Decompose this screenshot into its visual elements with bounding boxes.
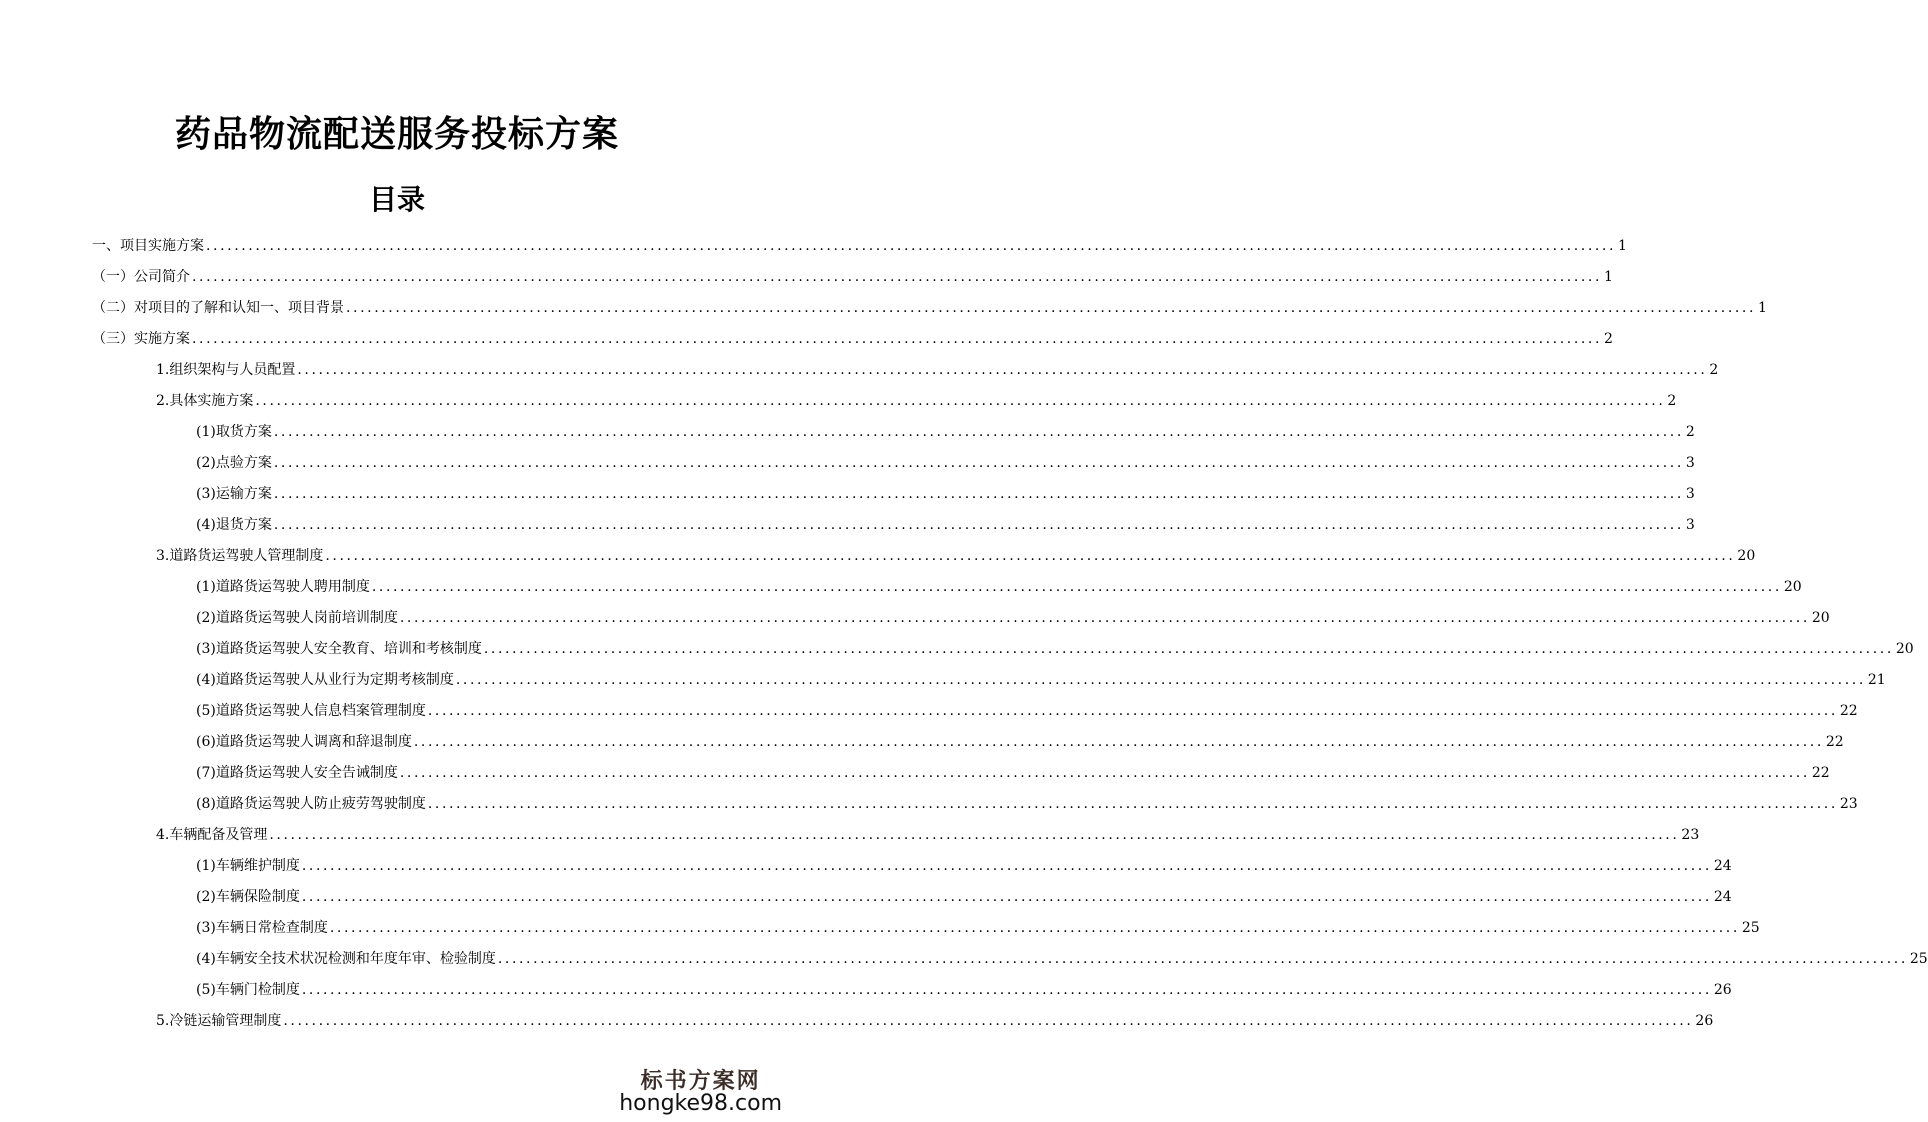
- watermark: [619, 1064, 782, 1116]
- toc-entry[interactable]: [196, 887, 1732, 907]
- toc-entry-label: 车辆安全技术状况检测和年度年审、检验制度: [215, 951, 496, 967]
- toc-entry-label: 车辆日常检查制度: [215, 920, 328, 936]
- toc-entry-label: 道路货运驾驶人安全告诫制度: [215, 765, 398, 781]
- toc-leader-dots: ........................................................................................................................................................................................................: [399, 610, 1810, 626]
- toc-entry-page: 20: [1895, 641, 1914, 657]
- toc-entry-page: 20: [1737, 548, 1756, 564]
- toc-entry-label: 实施方案: [134, 331, 190, 347]
- toc-entry[interactable]: [196, 980, 1732, 1000]
- toc-entry-number: 3.: [156, 548, 170, 564]
- toc-leader-dots: ........................................................................................................................................................................................................: [273, 455, 1684, 471]
- toc-entry-number: 1.: [156, 362, 170, 378]
- toc-entry-page: 23: [1681, 827, 1700, 843]
- toc-entry-number: (1): [196, 424, 216, 440]
- toc-entry[interactable]: [196, 670, 1886, 690]
- toc-entry[interactable]: [92, 236, 1627, 256]
- toc-entry[interactable]: [196, 639, 1914, 659]
- toc-entry[interactable]: [156, 546, 1756, 566]
- toc-entry-label: 对项目的了解和认知一、项目背景: [134, 300, 344, 316]
- toc-entry-number: 5.: [156, 1013, 170, 1029]
- toc-leader-dots: ........................................................................................................................................................................................................: [206, 238, 1617, 254]
- toc-entry-label: 运输方案: [215, 486, 272, 502]
- toc-leader-dots: ........................................................................................................................................................................................................: [329, 920, 1740, 936]
- toc-entry[interactable]: [196, 422, 1695, 442]
- toc-leader-dots: ........................................................................................................................................................................................................: [483, 641, 1894, 657]
- toc-entry-page: 22: [1839, 703, 1858, 719]
- toc-entry-label: 道路货运驾驶人安全教育、培训和考核制度: [215, 641, 482, 657]
- toc-entry-page: 25: [1741, 920, 1760, 936]
- toc-entry-page: 26: [1695, 1013, 1714, 1029]
- toc-entry[interactable]: [196, 856, 1732, 876]
- toc-entry-label: 道路货运驾驶人从业行为定期考核制度: [215, 672, 454, 688]
- document-title: 药品物流配送服务投标方案: [174, 113, 619, 155]
- toc-entry-page: 23: [1839, 796, 1858, 812]
- toc-entry-number: (2): [196, 889, 216, 905]
- toc-leader-dots: ........................................................................................................................................................................................................: [371, 579, 1782, 595]
- toc-entry-number: (3): [196, 486, 216, 502]
- toc-entry-number: (8): [196, 796, 216, 812]
- toc-entry-number: (6): [196, 734, 216, 750]
- toc-leader-dots: ........................................................................................................................................................................................................: [325, 548, 1736, 564]
- toc-leader-dots: ........................................................................................................................................................................................................: [427, 703, 1838, 719]
- toc-entry-label: 道路货运驾驶人岗前培训制度: [215, 610, 398, 626]
- toc-leader-dots: ........................................................................................................................................................................................................: [192, 269, 1603, 285]
- toc-entry[interactable]: [156, 1011, 1714, 1031]
- toc-entry-page: 20: [1783, 579, 1802, 595]
- toc-leader-dots: ........................................................................................................................................................................................................: [427, 796, 1838, 812]
- toc-entry-page: 2: [1667, 393, 1677, 409]
- toc-entry-label: 车辆配备及管理: [169, 827, 268, 843]
- toc-entry[interactable]: [92, 298, 1767, 318]
- toc-entry-number: (3): [196, 641, 216, 657]
- toc-entry-number: (4): [196, 951, 216, 967]
- toc-leader-dots: ........................................................................................................................................................................................................: [455, 672, 1866, 688]
- toc-leader-dots: ........................................................................................................................................................................................................: [192, 331, 1603, 347]
- toc-entry-page: 3: [1685, 455, 1695, 471]
- toc-entry-number: （一）: [92, 269, 134, 285]
- toc-leader-dots: ........................................................................................................................................................................................................: [301, 982, 1712, 998]
- toc-leader-dots: ........................................................................................................................................................................................................: [497, 951, 1908, 967]
- toc-entry-page: 2: [1709, 362, 1719, 378]
- toc-entry-label: 道路货运驾驶人调离和辞退制度: [215, 734, 412, 750]
- toc-leader-dots: ........................................................................................................................................................................................................: [413, 734, 1824, 750]
- toc-entry-page: 1: [1618, 238, 1627, 254]
- toc-entry[interactable]: [156, 825, 1700, 845]
- toc-leader-dots: ........................................................................................................................................................................................................: [399, 765, 1810, 781]
- toc-entry-number: （二）: [92, 300, 134, 316]
- toc-heading: 目录: [368, 183, 425, 216]
- toc-leader-dots: ........................................................................................................................................................................................................: [297, 362, 1708, 378]
- toc-entry-number: (2): [196, 610, 216, 626]
- toc-entry-number: 2.: [156, 393, 170, 409]
- toc-entry-page: 22: [1811, 765, 1830, 781]
- toc-entry-page: 3: [1685, 486, 1695, 502]
- toc-entry-number: (5): [196, 982, 216, 998]
- toc-entry-label: 退货方案: [215, 517, 272, 533]
- toc-leader-dots: ........................................................................................................................................................................................................: [255, 393, 1666, 409]
- toc-entry[interactable]: [196, 515, 1695, 535]
- toc-entry-page: 3: [1685, 517, 1695, 533]
- toc-entry-page: 24: [1713, 858, 1732, 874]
- toc-entry-page: 1: [1604, 269, 1613, 285]
- toc-entry-number: (4): [196, 672, 216, 688]
- toc-entry[interactable]: [196, 608, 1830, 628]
- toc-entry-number: (3): [196, 920, 216, 936]
- toc-entry-number: (2): [196, 455, 216, 471]
- toc-entry-label: 公司简介: [134, 269, 190, 285]
- toc-entry[interactable]: [196, 949, 1928, 969]
- watermark-brand: 标书方案网: [640, 1068, 761, 1094]
- toc-entry[interactable]: [196, 794, 1858, 814]
- toc-leader-dots: ........................................................................................................................................................................................................: [301, 858, 1712, 874]
- toc-entry-number: 4.: [156, 827, 170, 843]
- toc-entry[interactable]: [196, 577, 1802, 597]
- toc-entry[interactable]: [196, 453, 1695, 473]
- toc-leader-dots: ........................................................................................................................................................................................................: [301, 889, 1712, 905]
- toc-leader-dots: ........................................................................................................................................................................................................: [273, 517, 1684, 533]
- toc-entry-page: 22: [1825, 734, 1844, 750]
- toc-entry-page: 26: [1713, 982, 1732, 998]
- toc-entry-label: 点验方案: [215, 455, 272, 471]
- toc-entry-number: (5): [196, 703, 216, 719]
- toc-entry[interactable]: [92, 329, 1613, 349]
- toc-entry-label: 车辆维护制度: [215, 858, 300, 874]
- toc-entry[interactable]: [92, 267, 1613, 287]
- toc-entry[interactable]: [156, 391, 1677, 411]
- toc-entry-page: 24: [1713, 889, 1732, 905]
- toc-entry-label: 冷链运输管理制度: [169, 1013, 282, 1029]
- toc-entry-label: 道路货运驾驶人信息档案管理制度: [215, 703, 426, 719]
- toc-leader-dots: ........................................................................................................................................................................................................: [269, 827, 1680, 843]
- toc-entry[interactable]: [196, 763, 1830, 783]
- toc-entry-page: 2: [1604, 331, 1613, 347]
- toc-entry-page: 21: [1867, 672, 1886, 688]
- toc-entry[interactable]: [196, 484, 1695, 504]
- toc-entry-label: 车辆门检制度: [215, 982, 300, 998]
- toc-entry[interactable]: [196, 701, 1858, 721]
- toc-entry-label: 取货方案: [215, 424, 272, 440]
- toc-entry-label: 组织架构与人员配置: [169, 362, 296, 378]
- toc-entry-number: (7): [196, 765, 216, 781]
- toc-entry[interactable]: [156, 360, 1719, 380]
- toc-entry-number: 一、: [92, 238, 120, 254]
- toc-entry-number: (1): [196, 858, 216, 874]
- toc-leader-dots: ........................................................................................................................................................................................................: [283, 1013, 1694, 1029]
- toc-leader-dots: ........................................................................................................................................................................................................: [346, 300, 1757, 316]
- toc-entry-page: 1: [1758, 300, 1767, 316]
- toc-entry-number: (4): [196, 517, 216, 533]
- toc-entry-label: 道路货运驾驶人管理制度: [169, 548, 324, 564]
- toc-entry-page: 2: [1685, 424, 1695, 440]
- toc-entry-number: （三）: [92, 331, 134, 347]
- toc-entry-number: (1): [196, 579, 216, 595]
- toc-leader-dots: ........................................................................................................................................................................................................: [273, 424, 1684, 440]
- toc-entry[interactable]: [196, 732, 1844, 752]
- toc-entry-page: 25: [1909, 951, 1928, 967]
- toc-leader-dots: ........................................................................................................................................................................................................: [273, 486, 1684, 502]
- toc-entry-label: 项目实施方案: [120, 238, 204, 254]
- watermark-url: hongke98.com: [619, 1091, 782, 1116]
- toc-entry-label: 道路货运驾驶人聘用制度: [215, 579, 370, 595]
- toc-entry-page: 20: [1811, 610, 1830, 626]
- toc-entry-label: 车辆保险制度: [215, 889, 300, 905]
- toc-entry[interactable]: [196, 918, 1760, 938]
- toc-entry-label: 具体实施方案: [169, 393, 254, 409]
- toc-entry-label: 道路货运驾驶人防止疲劳驾驶制度: [215, 796, 426, 812]
